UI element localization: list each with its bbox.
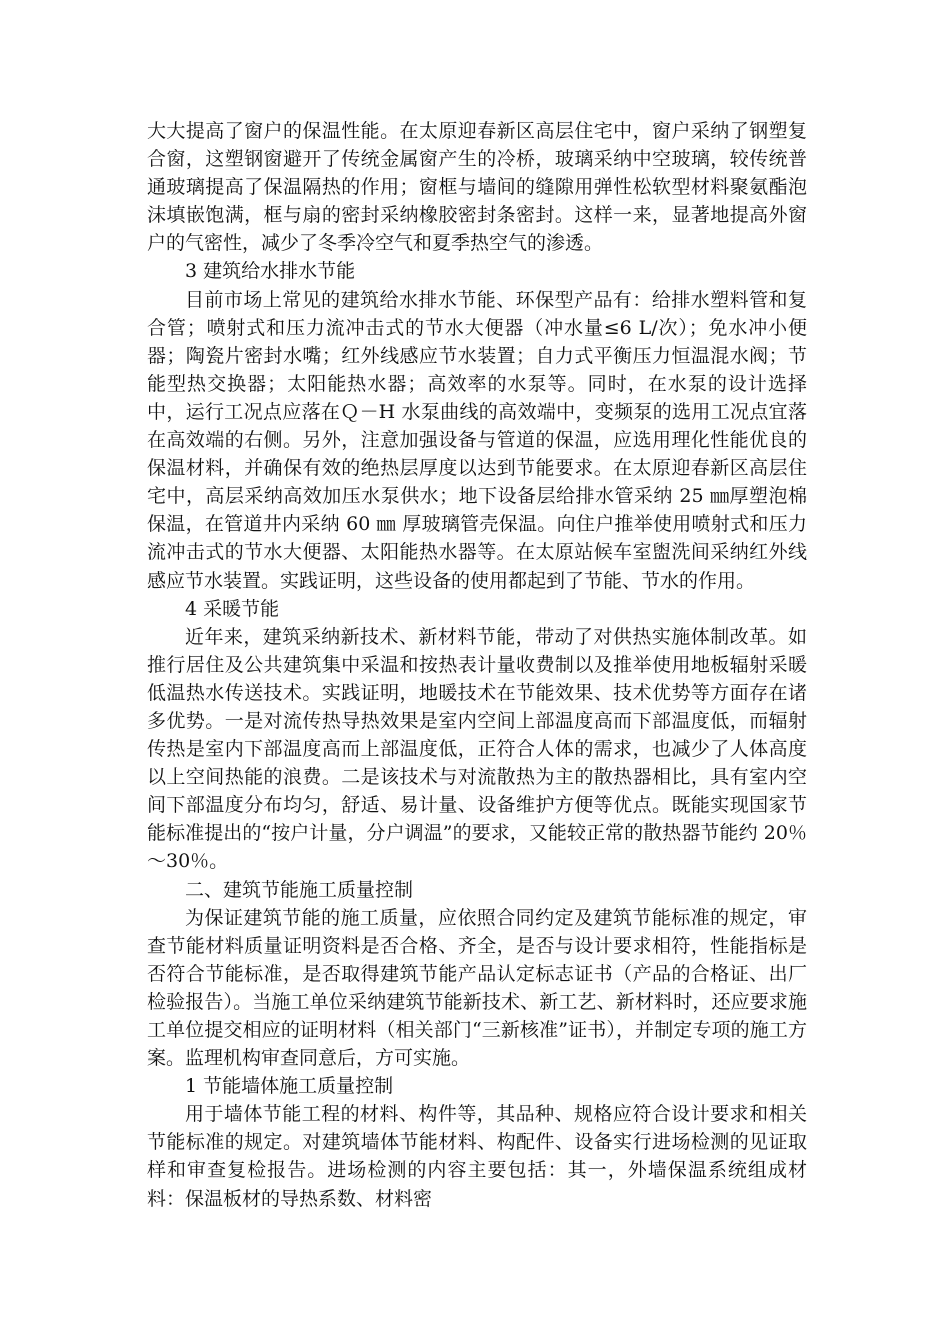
body-paragraph: 近年来，建筑采纳新技术、新材料节能，带动了对供热实施体制改革。如推行居住及公共建筑集中采温和按热表计量收费制以及推举使用地板辐射采暖低温热水传送技术。实践证明，地暖技术在节能效果、技术优势等方面存在诸多优势。一是对流传热导热效果是室内空间上部温度高而下部温度低，而辐射传热是室内下部温度高而上部温度低，正符合人体的需求，也减少了人体高度以上空间热能的浪费。二是该技术与对流散热为主的散热器相比，具有室内空间下部温度分布均匀，舒适、易计量、设备维护方便等优点。既能实现国家节能标准提出的“按户计量，分户调温”的要求，又能较正常的散热器节能约 20％～30％。: [147, 625, 807, 873]
body-paragraph: 为保证建筑节能的施工质量，应依照合同约定及建筑节能标准的规定，审查节能材料质量证明资料是否合格、齐全，是否与设计要求相符，性能指标是否符合节能标准，是否取得建筑节能产品认定标志证书（产品的合格证、出厂检验报告）。当施工单位采纳建筑节能新技术、新工艺、新材料时，还应要求施工单位提交相应的证明材料（相关部门“三新核准”证书），并制定专项的施工方案。监理机构审查同意后，方可实施。: [147, 906, 807, 1070]
section-heading: 1 节能墙体施工质量控制: [185, 1075, 394, 1098]
section-heading: 4 采暖节能: [185, 597, 280, 620]
body-paragraph: 大大提高了窗户的保温性能。在太原迎春新区高层住宅中，窗户采纳了钢塑复合窗，这塑钢窗避开了传统金属窗产生的冷桥，玻璃采纳中空玻璃，较传统普通玻璃提高了保温隔热的作用；窗框与墙间的缝隙用弹性松软型材料聚氨酯泡沫填嵌饱满，框与扇的密封采纳橡胶密封条密封。这样一来，显著地提高外窗户的气密性，减少了冬季冷空气和夏季热空气的渗透。: [147, 120, 807, 255]
section-heading: 二、建筑节能施工质量控制: [185, 878, 414, 901]
section-heading: 3 建筑给水排水节能: [185, 260, 356, 283]
document-page: [147, 117, 807, 1213]
body-paragraph: 目前市场上常见的建筑给水排水节能、环保型产品有：给排水塑料管和复合管；喷射式和压力流冲击式的节水大便器（冲水量≤6 L/次）；免水冲小便器；陶瓷片密封水嘴；红外线感应节水装置；自力式平衡压力恒温混水阀；节能型热交换器；太阳能热水器；高效率的水泵等。同时，在水泵的设计选择中，运行工况点应落在Ｑ－H 水泵曲线的高效端中，变频泵的选用工况点宜落在高效端的右侧。另外，注意加强设备与管道的保温，应选用理化性能优良的保温材料，并确保有效的绝热层厚度以达到节能要求。在太原迎春新区高层住宅中，高层采纳高效加压水泵供水；地下设备层给排水管采纳 25 ㎜厚塑泡棉保温，在管道井内采纳 60 ㎜ 厚玻璃管壳保温。向住户推举使用喷射式和压力流冲击式的节水大便器、太阳能热水器等。在太原站候车室盥洗间采纳红外线感应节水装置。实践证明，这些设备的使用都起到了节能、节水的作用。: [147, 288, 807, 592]
body-paragraph: 用于墙体节能工程的材料、构件等，其品种、规格应符合设计要求和相关节能标准的规定。对建筑墙体节能材料、构配件、设备实行进场检测的见证取样和审查复检报告。进场检测的内容主要包括：其一，外墙保温系统组成材料：保温板材的导热系数、材料密: [147, 1103, 807, 1210]
